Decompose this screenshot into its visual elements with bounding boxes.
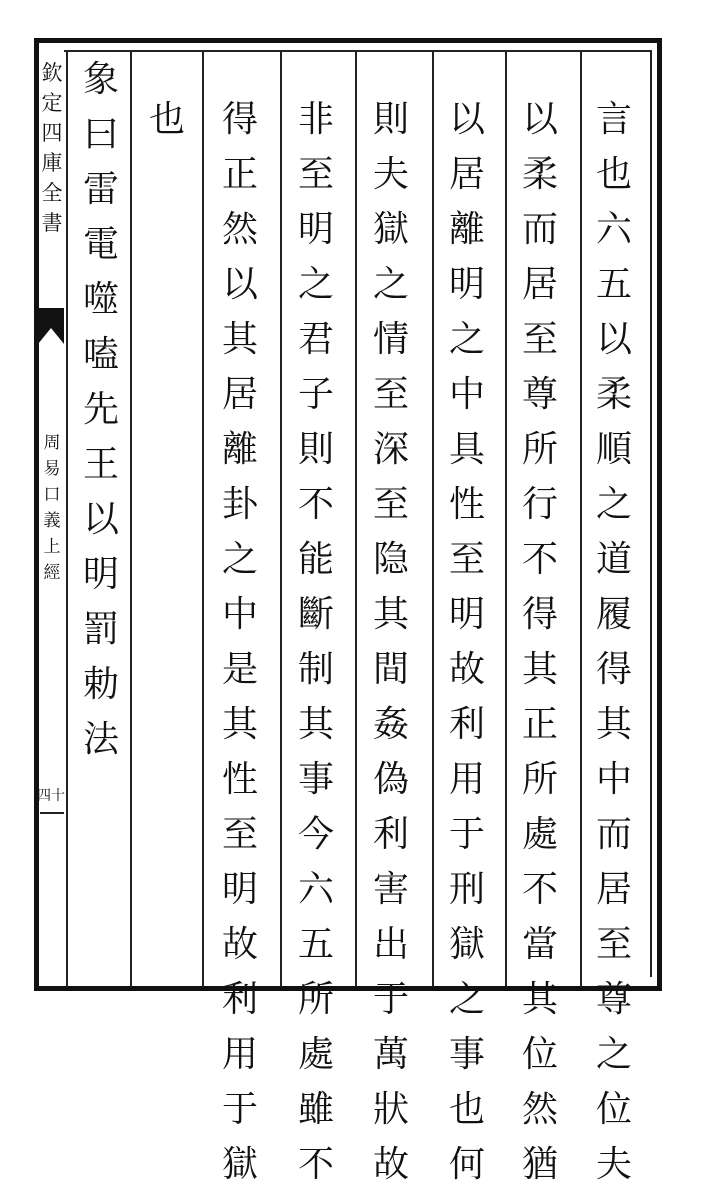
column-char: 雷 (82, 169, 119, 210)
column-char: 五 (297, 924, 334, 965)
column-char: 其 (297, 704, 334, 745)
column-char: 以 (448, 99, 485, 140)
column-char: 居 (221, 374, 258, 415)
column-char: 處 (521, 814, 558, 855)
column-char: 卦 (221, 484, 258, 525)
column-char: 處 (297, 1034, 334, 1075)
column-char: 利 (448, 704, 485, 745)
column-char: 所 (521, 429, 558, 470)
margin-char: 欽 (41, 61, 63, 85)
margin-char: 庫 (41, 151, 63, 175)
column-char: 而 (595, 814, 632, 855)
column-char: 利 (372, 814, 409, 855)
column-char: 不 (521, 869, 558, 910)
column-char: 其 (521, 649, 558, 690)
column-char: 偽 (372, 759, 409, 800)
column-char: 得 (595, 649, 632, 690)
column-char: 其 (372, 594, 409, 635)
column-char: 不 (297, 484, 334, 525)
column-char: 事 (448, 1034, 485, 1075)
column-char: 故 (448, 649, 485, 690)
column-char: 正 (521, 704, 558, 745)
column-char: 至 (448, 539, 485, 580)
margin-char: 四 (41, 121, 63, 145)
column-char: 之 (221, 539, 258, 580)
column-char: 明 (448, 594, 485, 635)
column-char: 電 (82, 224, 119, 265)
column-char: 于 (372, 979, 409, 1020)
column-char: 而 (521, 209, 558, 250)
column-char: 五 (595, 264, 632, 305)
column-char: 獄 (372, 209, 409, 250)
column-char: 中 (448, 374, 485, 415)
column-rule (280, 52, 282, 987)
column-char: 非 (297, 99, 334, 140)
column-char: 夫 (595, 1144, 632, 1185)
column-char: 明 (297, 209, 334, 250)
column-char: 害 (372, 869, 409, 910)
column-char: 也 (595, 154, 632, 195)
column-char: 故 (221, 924, 258, 965)
column-char: 其 (221, 319, 258, 360)
column-char: 行 (521, 484, 558, 525)
column-char: 中 (221, 594, 258, 635)
column-char: 不 (297, 1144, 334, 1185)
page-number-rule (40, 812, 64, 814)
column-char: 于 (221, 1089, 258, 1130)
fishtail-mark-icon (36, 306, 66, 346)
column-char: 之 (297, 264, 334, 305)
column-char: 尊 (521, 374, 558, 415)
column-char: 性 (221, 759, 258, 800)
margin-char: 易 (43, 459, 61, 479)
column-rule (580, 52, 582, 987)
column-char: 至 (595, 924, 632, 965)
column-char: 位 (595, 1089, 632, 1130)
column-char: 也 (448, 1089, 485, 1130)
column-char: 以 (221, 264, 258, 305)
column-char: 所 (297, 979, 334, 1020)
column-char: 不 (521, 539, 558, 580)
column-char: 然 (221, 209, 258, 250)
column-char: 履 (595, 594, 632, 635)
margin-char: 周 (43, 433, 61, 453)
column-char: 能 (297, 539, 334, 580)
column-char: 出 (372, 924, 409, 965)
column-char: 六 (297, 869, 334, 910)
column-char: 以 (82, 499, 119, 540)
column-char: 猶 (521, 1144, 558, 1185)
column-char: 至 (521, 319, 558, 360)
column-char: 明 (221, 869, 258, 910)
margin-divider (66, 50, 68, 987)
column-char: 則 (372, 99, 409, 140)
column-rule (355, 52, 357, 987)
column-char: 性 (448, 484, 485, 525)
text-column-7 (140, 92, 194, 147)
column-char: 事 (297, 759, 334, 800)
column-char: 嗑 (82, 334, 119, 375)
column-char: 象 (82, 59, 119, 100)
column-char: 情 (372, 319, 409, 360)
text-column-5 (289, 92, 343, 1192)
column-char: 居 (448, 154, 485, 195)
margin-char: 全 (41, 181, 63, 205)
column-char: 當 (521, 924, 558, 965)
column-char: 斷 (297, 594, 334, 635)
column-char: 尊 (595, 979, 632, 1020)
column-char: 至 (221, 814, 258, 855)
column-char: 言 (595, 99, 632, 140)
column-rule (130, 52, 132, 987)
column-char: 柔 (521, 154, 558, 195)
margin-title (38, 58, 66, 238)
column-char: 正 (221, 154, 258, 195)
column-char: 狀 (372, 1089, 409, 1130)
text-column-6 (213, 92, 267, 1192)
text-column-1 (587, 92, 641, 1192)
column-char: 柔 (595, 374, 632, 415)
frame-top-inner-rule (64, 50, 652, 52)
column-char: 至 (297, 154, 334, 195)
margin-char: 上 (43, 537, 61, 557)
margin-char: 經 (43, 563, 61, 583)
column-char: 順 (595, 429, 632, 470)
column-char: 是 (221, 649, 258, 690)
column-char: 中 (595, 759, 632, 800)
column-char: 之 (595, 484, 632, 525)
column-char: 居 (521, 264, 558, 305)
column-char: 隐 (372, 539, 409, 580)
column-char: 用 (448, 759, 485, 800)
column-char: 姦 (372, 704, 409, 745)
column-char: 其 (221, 704, 258, 745)
column-char: 然 (521, 1089, 558, 1130)
column-char: 曰 (82, 114, 119, 155)
text-column-8 (74, 52, 128, 767)
frame-bottom-rule (34, 986, 662, 991)
column-rule (505, 52, 507, 987)
column-char: 利 (221, 979, 258, 1020)
column-char: 得 (221, 99, 258, 140)
column-char: 用 (221, 1034, 258, 1075)
column-char: 勅 (82, 664, 119, 705)
column-char: 六 (595, 209, 632, 250)
column-char: 至 (372, 484, 409, 525)
column-char: 具 (448, 429, 485, 470)
column-char: 雖 (297, 1089, 334, 1130)
frame-top-rule (34, 38, 662, 43)
column-char: 刑 (448, 869, 485, 910)
column-char: 子 (297, 374, 334, 415)
column-char: 之 (372, 264, 409, 305)
column-char: 明 (82, 554, 119, 595)
column-char: 之 (448, 979, 485, 1020)
text-column-3 (440, 92, 494, 1192)
column-char: 法 (82, 719, 119, 760)
column-char: 獄 (448, 924, 485, 965)
column-char: 王 (82, 444, 119, 485)
column-char: 之 (595, 1034, 632, 1075)
column-char: 其 (595, 704, 632, 745)
column-char: 于 (448, 814, 485, 855)
column-char: 間 (372, 649, 409, 690)
column-char: 道 (595, 539, 632, 580)
column-char: 其 (521, 979, 558, 1020)
margin-char: 口 (43, 485, 61, 505)
column-char: 何 (448, 1144, 485, 1185)
column-char: 離 (221, 429, 258, 470)
margin-subtitle (38, 430, 66, 586)
margin-char: 義 (43, 511, 61, 531)
column-char: 萬 (372, 1034, 409, 1075)
margin-char: 定 (41, 91, 63, 115)
column-char: 今 (297, 814, 334, 855)
column-char: 故 (372, 1144, 409, 1185)
column-char: 之 (448, 319, 485, 360)
margin-char: 書 (41, 211, 63, 235)
text-column-2 (513, 92, 567, 1192)
frame-right-rule (657, 38, 662, 991)
frame-right-inner-rule (650, 52, 652, 977)
column-rule (432, 52, 434, 987)
text-column-4 (364, 92, 418, 1192)
column-char: 君 (297, 319, 334, 360)
column-char: 則 (297, 429, 334, 470)
column-char: 所 (521, 759, 558, 800)
column-char: 先 (82, 389, 119, 430)
column-char: 以 (521, 99, 558, 140)
page-number: 四十 (37, 788, 65, 804)
column-char: 以 (595, 319, 632, 360)
column-char: 明 (448, 264, 485, 305)
column-char: 得 (521, 594, 558, 635)
column-char: 深 (372, 429, 409, 470)
column-char: 離 (448, 209, 485, 250)
column-char: 至 (372, 374, 409, 415)
column-char: 居 (595, 869, 632, 910)
column-char: 制 (297, 649, 334, 690)
column-char: 夫 (372, 154, 409, 195)
column-char: 位 (521, 1034, 558, 1075)
column-char: 噬 (82, 279, 119, 320)
column-char: 也 (148, 99, 185, 140)
column-char: 罰 (82, 609, 119, 650)
column-char: 獄 (221, 1144, 258, 1185)
column-rule (202, 52, 204, 987)
